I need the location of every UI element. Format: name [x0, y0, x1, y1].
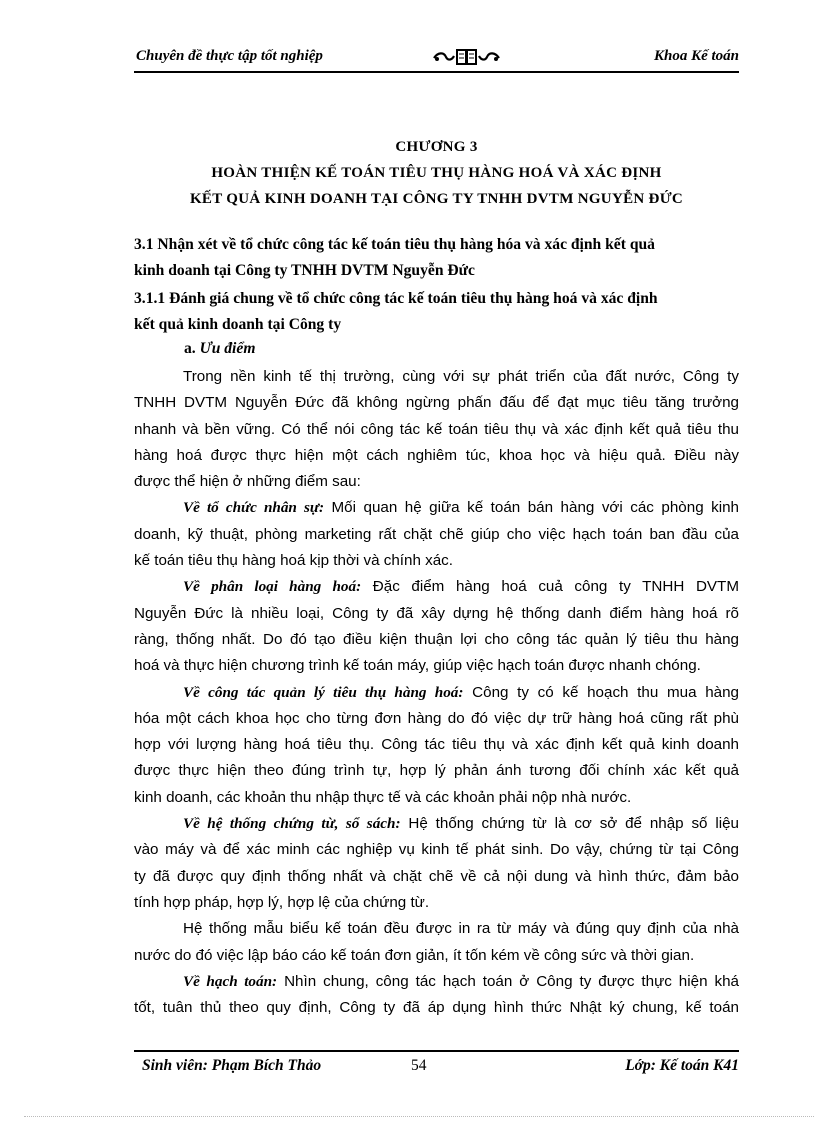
- text-line: [134, 969, 739, 995]
- section-heading-line: kinh doanh tại Công ty TNHH DVTM Nguyễn Đức: [134, 262, 475, 279]
- text-line: [134, 680, 739, 706]
- chapter-heading: [134, 134, 739, 212]
- section-3-1-heading: [134, 232, 739, 284]
- section-heading-line: 3.1 Nhận xét về tổ chức công tác kế toán tiêu thụ hàng hóa và xác định kết quả: [134, 236, 655, 253]
- subsection-prefix: a.: [184, 340, 196, 357]
- page-header: [134, 46, 739, 70]
- subsection-heading: [184, 340, 255, 358]
- ornament-book-icon: [432, 48, 502, 66]
- paragraph-accounting: [134, 969, 739, 1022]
- footer-class: Lớp: Kế toán K41: [625, 1057, 739, 1074]
- paragraph-lead: Về hạch toán:: [183, 972, 278, 990]
- text-run: Nhìn chung, công tác hạch toán ở Công ty được thực hiện khá: [277, 972, 739, 990]
- text-line: hoá và thực hiện chương trình kế toán máy, giúp việc hạch toán được nhanh chóng.: [134, 657, 701, 675]
- text-line: [134, 574, 739, 600]
- page-number: 54: [411, 1057, 427, 1074]
- text-line: Hệ thống mẫu biểu kế toán đều được in ra từ máy và đúng quy định của nhà: [183, 920, 739, 938]
- text-line: doanh, kỹ thuật, phòng marketing rất chặt chẽ giúp cho việc hạch toán ban đầu của: [134, 525, 739, 543]
- chapter-title-line-1: HOÀN THIỆN KẾ TOÁN TIÊU THỤ HÀNG HOÁ VÀ XÁC ĐỊNH: [211, 165, 662, 181]
- text-line: tốt, tuân thủ theo quy định, Công ty đã áp dụng hình thức Nhật ký chung, kế toán: [134, 999, 739, 1017]
- text-line: [134, 811, 739, 837]
- paragraph-intro: [134, 364, 739, 495]
- page-footer: [134, 1057, 739, 1079]
- paragraph-lead: Về công tác quản lý tiêu thụ hàng hoá:: [183, 683, 464, 701]
- text-line: hàng hoá được thực hiện một cách nghiêm túc, khoa học và hiệu quả. Điều này: [134, 446, 739, 464]
- text-line: nước do đó việc lập báo cáo kế toán đơn giản, ít tốn kém về công sức và thời gian.: [134, 946, 695, 964]
- section-3-1-1-heading: [134, 286, 739, 338]
- chapter-title-line-2: KẾT QUẢ KINH DOANH TẠI CÔNG TY TNHH DVTM NGUYỄN ĐỨC: [189, 191, 684, 207]
- footer-student-name: Sinh viên: Phạm Bích Thảo: [142, 1057, 322, 1074]
- section-heading-line: kết quả kinh doanh tại Công ty: [134, 316, 342, 333]
- text-line: hợp với lượng hàng hoá tiêu thụ. Công tác tiêu thụ và xác định kết quả kinh doanh: [134, 736, 739, 754]
- text-line: ràng, thống nhất. Do đó tạo điều kiện thuận lợi cho công tác quản lý tiêu thu hàng: [134, 630, 739, 648]
- subsection-title: Ưu điểm: [199, 340, 256, 357]
- text-line: vào máy và để xác minh các nghiệp vụ kinh tế phát sinh. Do vậy, chứng từ tại Công: [134, 841, 739, 859]
- text-line: [134, 495, 739, 521]
- header-rule: [134, 71, 739, 73]
- text-line: Nguyễn Đức là nhiều loại, Công ty đã xây dựng hệ thống danh điểm hàng hoá rõ: [134, 604, 739, 622]
- paragraph-lead: Về hệ thống chứng từ, sổ sách:: [183, 815, 401, 833]
- text-run: Mối quan hệ giữa kế toán bán hàng với các phòng kinh: [324, 499, 739, 517]
- section-heading-line: 3.1.1 Đánh giá chung về tổ chức công tác kế toán tiêu thụ hàng hoá và xác định: [134, 290, 658, 307]
- text-run: Công ty có kế hoạch thu mua hàng: [463, 683, 739, 701]
- header-right-title: Khoa Kế toán: [653, 48, 739, 64]
- text-line: TNHH DVTM Nguyễn Đức đã không ngừng phấn đấu để đạt mục tiêu tăng trưởng: [134, 394, 739, 412]
- footer-rule: [134, 1050, 739, 1052]
- text-line: hóa một cách khoa học cho từng đơn hàng do đó việc dự trữ hàng hoá cũng rất phù: [134, 709, 739, 727]
- text-line: được thể hiện ở những điểm sau:: [134, 473, 361, 491]
- chapter-number: CHƯƠNG 3: [395, 139, 478, 155]
- text-line: nhanh và bền vững. Có thể nói công tác kế toán tiêu thụ và xác định kết quả tiêu thu: [134, 420, 739, 438]
- paragraph-sales-management: [134, 680, 739, 811]
- page-edge-dotted-line: [24, 1116, 814, 1117]
- paragraph-personnel: [134, 495, 739, 574]
- text-line: kế toán tiêu thụ hàng hoá kịp thời và chính xác.: [134, 552, 453, 570]
- header-left-title: Chuyên đề thực tập tốt nghiệp: [136, 48, 323, 64]
- text-line: được thực hiện theo đúng trình tự, hợp lý phản ánh tương đối chính xác kết quả: [134, 762, 739, 780]
- paragraph-documents: [134, 811, 739, 916]
- paragraph-lead: Về tổ chức nhân sự:: [183, 499, 325, 517]
- text-run: Đặc điểm hàng hoá cuả công ty TNHH DVTM: [361, 578, 739, 596]
- body-text: [134, 364, 739, 1021]
- text-line: ty đã được quy định thống nhất và chặt chẽ về cả nội dung và hình thức, đảm bảo: [134, 867, 739, 885]
- paragraph-forms: [134, 916, 739, 969]
- paragraph-goods-classification: [134, 574, 739, 679]
- text-line: Trong nền kinh tế thị trường, cùng với sự phát triển của đất nước, Công ty: [183, 368, 739, 385]
- paragraph-lead: Về phân loại hàng hoá:: [183, 578, 362, 596]
- text-line: tính hợp pháp, hợp lý, hợp lệ của chứng từ.: [134, 893, 430, 911]
- text-run: Hệ thống chứng từ là cơ sở để nhập số liệu: [400, 815, 739, 833]
- text-line: kinh doanh, các khoản thu nhập thực tế và các khoản phải nộp nhà nước.: [134, 788, 632, 806]
